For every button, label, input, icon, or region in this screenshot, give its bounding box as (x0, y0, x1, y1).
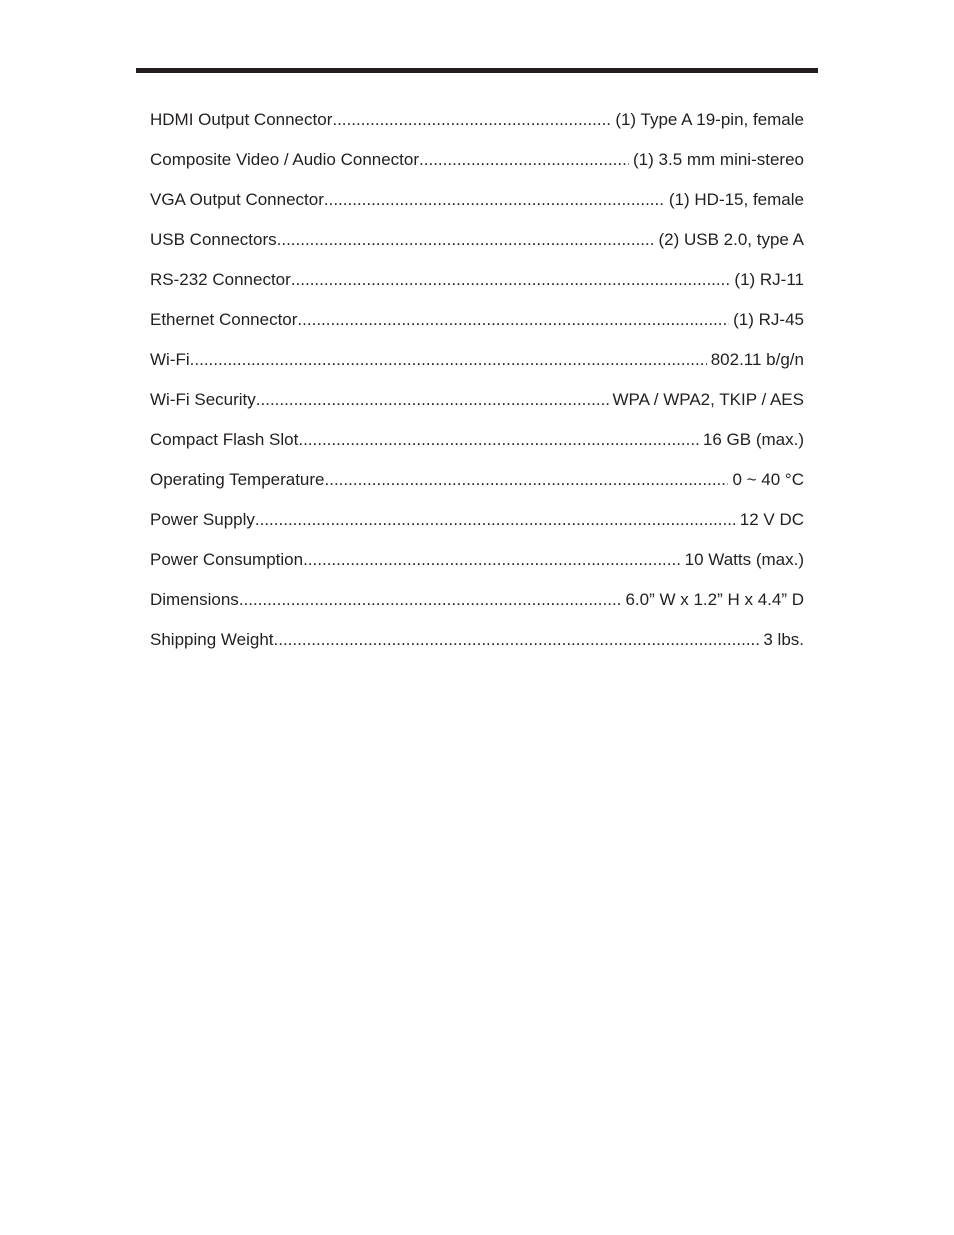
spec-row-power-consumption (150, 548, 804, 588)
spec-label: Dimensions (150, 590, 239, 609)
spec-label: HDMI Output Connector (150, 110, 333, 129)
spec-label: Shipping Weight (150, 630, 274, 649)
spec-value: (1) 3.5 mm mini-stereo (633, 150, 804, 169)
spec-label: Power Consumption (150, 550, 304, 569)
spec-value: (1) HD-15, female (668, 190, 804, 209)
spec-value: 10 Watts (max.) (684, 550, 804, 569)
spec-row-hdmi-output (150, 108, 804, 148)
spec-value: 802.11 b/g/n (710, 350, 804, 369)
spec-label: Compact Flash Slot (150, 430, 299, 449)
dot-leader (324, 188, 665, 212)
spec-value: 12 V DC (739, 510, 804, 529)
dot-leader (274, 628, 760, 652)
spec-label: Wi-Fi (150, 350, 190, 369)
spec-row-shipping-weight (150, 628, 804, 668)
spec-row-compact-flash (150, 428, 804, 468)
spec-label: Ethernet Connector (150, 310, 298, 329)
dot-leader (239, 588, 622, 612)
spec-row-wifi-security (150, 388, 804, 428)
dot-leader (256, 388, 609, 412)
spec-value: (1) RJ-11 (734, 270, 804, 289)
spec-value: 0 ~ 40 °C (732, 470, 804, 489)
spec-row-wifi (150, 348, 804, 388)
dot-leader (297, 308, 729, 332)
spec-row-operating-temperature (150, 468, 804, 508)
spec-label: Power Supply (150, 510, 255, 529)
spec-label: USB Connectors (150, 230, 277, 249)
dot-leader (298, 428, 699, 452)
spec-row-power-supply (150, 508, 804, 548)
spec-value: (2) USB 2.0, type A (658, 230, 804, 249)
spec-value: (1) Type A 19-pin, female (615, 110, 804, 129)
spec-value: 6.0” W x 1.2” H x 4.4” D (625, 590, 804, 609)
spec-label: VGA Output Connector (150, 190, 324, 209)
spec-list (150, 108, 804, 668)
dot-leader (277, 228, 655, 252)
dot-leader (325, 468, 729, 492)
spec-row-ethernet (150, 308, 804, 348)
dot-leader (291, 268, 731, 292)
spec-label: Operating Temperature (150, 470, 325, 489)
spec-value: 16 GB (max.) (702, 430, 804, 449)
dot-leader (190, 348, 707, 372)
spec-row-dimensions (150, 588, 804, 628)
spec-row-rs232 (150, 268, 804, 308)
spec-row-usb (150, 228, 804, 268)
dot-leader (419, 148, 629, 172)
spec-label: Wi-Fi Security (150, 390, 256, 409)
spec-value: (1) RJ-45 (733, 310, 804, 329)
dot-leader (255, 508, 736, 532)
spec-row-vga-output (150, 188, 804, 228)
spec-value: WPA / WPA2, TKIP / AES (612, 390, 804, 409)
dot-leader (303, 548, 681, 572)
spec-label: Composite Video / Audio Connector (150, 150, 420, 169)
spec-value: 3 lbs. (763, 630, 804, 649)
spec-label: RS-232 Connector (150, 270, 291, 289)
header-rule (136, 68, 818, 73)
spec-row-composite-video (150, 148, 804, 188)
dot-leader (332, 108, 611, 132)
